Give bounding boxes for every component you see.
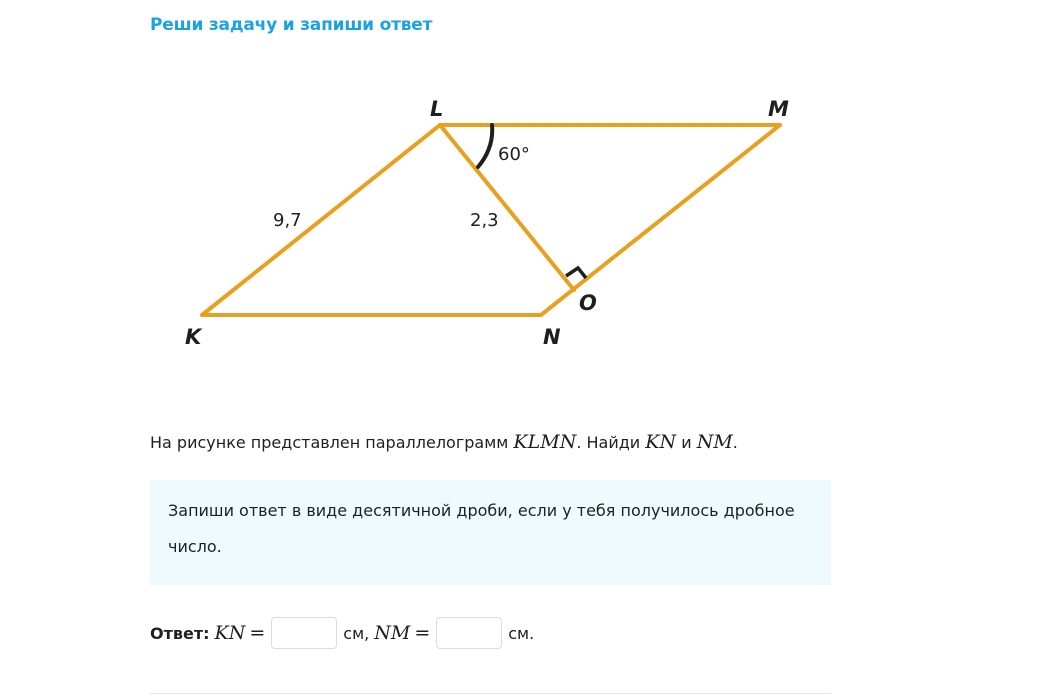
hint-text: Запиши ответ в виде десятичной дроби, если у тебя получилось дробное число.: [168, 501, 795, 556]
problem-statement: [150, 430, 738, 455]
vertex-label-O: O: [579, 291, 597, 315]
find-NM: NM: [696, 431, 733, 453]
unit-1: см,: [343, 623, 370, 643]
angle-arc-60: [478, 125, 492, 167]
vertex-label-L: L: [430, 97, 444, 121]
answer-label: Ответ:: [150, 623, 210, 643]
vertex-label-K: K: [185, 325, 202, 349]
problem-text-end: .: [732, 433, 738, 452]
shape-name: KLMN: [513, 431, 577, 453]
answer-input-KN[interactable]: [271, 617, 337, 649]
segment-LO-length: 2,3: [470, 210, 499, 231]
vertex-label-N: N: [543, 325, 561, 349]
side-KL-length: 9,7: [273, 210, 302, 231]
right-angle-mark: [566, 268, 586, 278]
answer-row: [150, 616, 534, 650]
find-KN: KN: [645, 431, 677, 453]
unit-2: см.: [508, 623, 535, 643]
answer-var-KN: KN: [214, 622, 246, 644]
side-MN: [541, 125, 780, 315]
equals-sign-2: =: [414, 622, 431, 644]
problem-text-middle: . Найди: [576, 433, 646, 452]
hint-box: [150, 480, 831, 585]
angle-value: 60°: [498, 144, 530, 165]
vertex-label-M: M: [768, 97, 789, 121]
answer-input-NM[interactable]: [436, 617, 502, 649]
equals-sign-1: =: [249, 622, 266, 644]
answer-var-NM: NM: [374, 622, 411, 644]
task-title: Реши задачу и запиши ответ: [150, 15, 433, 35]
side-KL: [202, 125, 440, 315]
problem-text-before: На рисунке представлен параллелограмм: [150, 433, 514, 452]
problem-conjunction: и: [676, 433, 697, 452]
bottom-divider: [150, 693, 831, 694]
